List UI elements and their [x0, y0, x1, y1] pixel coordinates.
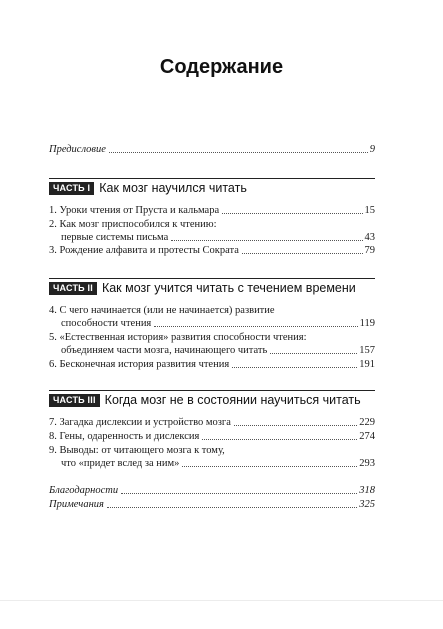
toc-entry-label: 7. Загадка дислексии и устройство мозга — [49, 417, 231, 428]
toc-page-number: 157 — [359, 345, 375, 356]
dot-leader — [234, 425, 357, 426]
toc-entry-label: первые системы письма — [61, 232, 169, 243]
dot-leader — [232, 367, 357, 368]
toc-page-number: 43 — [364, 232, 375, 243]
part-heading — [49, 393, 379, 407]
toc-entry-label: объединяем части мозга, начинающего читать — [61, 345, 268, 356]
toc-page-number: 293 — [359, 458, 375, 469]
dot-leader — [182, 466, 357, 467]
toc-entry-label: способности чтения — [61, 318, 152, 329]
toc-entry-chapter-1[interactable] — [49, 205, 375, 217]
toc-entry-preface[interactable] — [49, 144, 375, 156]
part-divider — [49, 278, 375, 279]
toc-entry-chapter-6[interactable] — [49, 359, 375, 371]
page-bottom-edge — [0, 600, 443, 601]
toc-page-number: 79 — [364, 245, 375, 256]
part-heading — [49, 281, 379, 295]
toc-entry-chapter-2-line-1[interactable]: 2. Как мозг приспособился к чтению: — [49, 219, 217, 230]
toc-entry-chapter-5-line-1[interactable]: 5. «Естественная история» развития способности чтения: — [49, 332, 307, 343]
dot-leader — [222, 213, 362, 214]
toc-entry-chapter-4-line-1[interactable]: 4. С чего начинается (или не начинается) развитие — [49, 305, 275, 316]
toc-page-number: 318 — [359, 485, 375, 496]
dot-leader — [171, 240, 362, 241]
toc-entry-label: Примечания — [49, 499, 104, 510]
toc-entry-chapter-4[interactable] — [49, 318, 375, 330]
toc-page-number: 325 — [359, 499, 375, 510]
part-badge: ЧАСТЬ III — [49, 394, 100, 407]
toc-entry-chapter-9[interactable] — [49, 458, 375, 470]
toc-page-number: 229 — [359, 417, 375, 428]
dot-leader — [202, 439, 357, 440]
toc-entry-label: что «придет вслед за ним» — [61, 458, 180, 469]
page-title: Содержание — [159, 56, 284, 78]
dot-leader — [107, 507, 357, 508]
toc-entry-label: 1. Уроки чтения от Пруста и кальмара — [49, 205, 220, 216]
toc-page-number: 15 — [364, 205, 375, 216]
part-divider — [49, 390, 375, 391]
dot-leader — [242, 253, 363, 254]
part-badge: ЧАСТЬ II — [49, 282, 97, 295]
toc-page-number: 119 — [359, 318, 375, 329]
part-title: Когда мозг не в состоянии научиться читать — [104, 393, 361, 407]
toc-page-number: 9 — [369, 144, 375, 155]
toc-entry-chapter-7[interactable] — [49, 417, 375, 429]
toc-entry-label: 3. Рождение алфавита и протесты Сократа — [49, 245, 239, 256]
part-heading — [49, 181, 379, 195]
toc-entry-label: Предисловие — [49, 144, 106, 155]
toc-entry-chapter-2[interactable] — [49, 232, 375, 244]
dot-leader — [121, 493, 357, 494]
dot-leader — [109, 152, 368, 153]
part-title: Как мозг научился читать — [99, 181, 247, 195]
toc-entry-chapter-5[interactable] — [49, 345, 375, 357]
toc-entry-acknowledgments[interactable] — [49, 485, 375, 497]
toc-entry-notes[interactable] — [49, 499, 375, 511]
part-title: Как мозг учится читать с течением времени — [101, 281, 356, 295]
dot-leader — [154, 326, 357, 327]
dot-leader — [270, 353, 357, 354]
toc-entry-chapter-8[interactable] — [49, 431, 375, 443]
part-divider — [49, 178, 375, 179]
toc-entry-chapter-9-line-1[interactable]: 9. Выводы: от читающего мозга к тому, — [49, 445, 225, 456]
part-badge: ЧАСТЬ I — [49, 182, 94, 195]
toc-entry-label: 6. Бесконечная история развития чтения — [49, 359, 230, 370]
toc-page-number: 274 — [359, 431, 375, 442]
toc-entry-label: Благодарности — [49, 485, 119, 496]
toc-page-number: 191 — [359, 359, 375, 370]
toc-entry-chapter-3[interactable] — [49, 245, 375, 257]
toc-entry-label: 8. Гены, одаренность и дислексия — [49, 431, 200, 442]
